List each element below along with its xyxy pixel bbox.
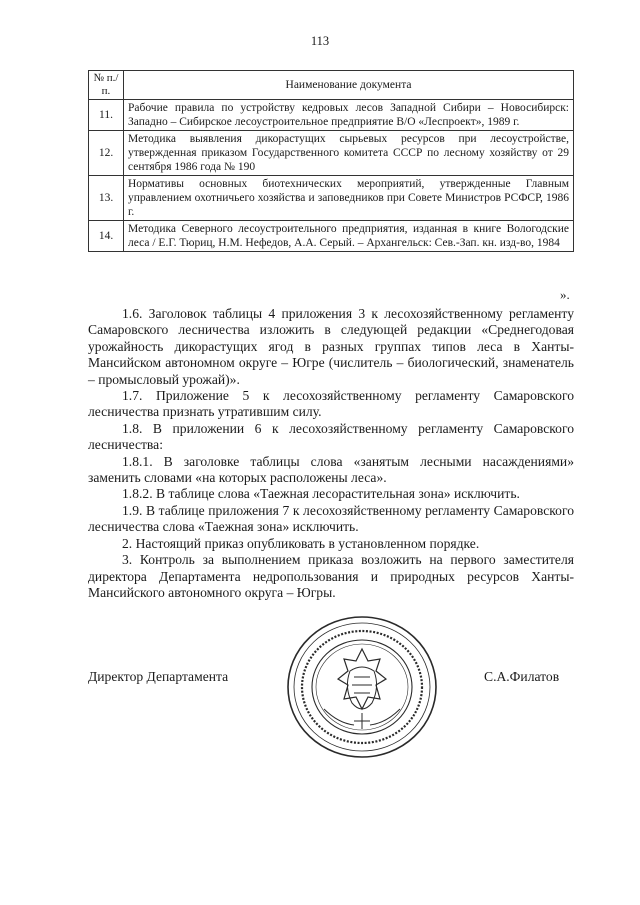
- table-row: [89, 131, 574, 176]
- page-number: 113: [310, 34, 330, 48]
- table-closing-quote: ».: [560, 287, 570, 302]
- row-number: 11.: [89, 100, 124, 131]
- column-header-number: № п./п.: [89, 71, 124, 100]
- table-header-row: [89, 71, 574, 100]
- row-document-name: Рабочие правила по устройству кедровых лесов Западной Сибири – Новосибирск: Западно – Сибирское лесоустроительное предприятие В/О «Леспроект», 1989 г.: [124, 100, 574, 131]
- documents-table: [88, 70, 574, 252]
- signatory-name: С.А.Филатов: [484, 669, 560, 684]
- paragraph-1-7: 1.7. Приложение 5 к лесохозяйственному регламенту Самаровского лесничества признать утратившим силу.: [88, 388, 574, 420]
- table-row: [89, 221, 574, 252]
- paragraph-1-8-1: 1.8.1. В заголовке таблицы слова «занятым лесными насаждениями» заменить словами «на которых расположены леса».: [88, 453, 574, 486]
- official-seal-icon: [284, 613, 440, 761]
- row-document-name: Методика выявления дикорастущих сырьевых ресурсов при лесоустройстве, утвержденная приказом Государственного комитета СССР по лесному хозяйству от 29 сентября 1986 года № 190: [124, 131, 574, 176]
- paragraph-3: 3. Контроль за выполнением приказа возложить на первого заместителя директора Департамента недропользования и природных ресурсов Ханты-Мансийского автономного округа – Югры.: [88, 552, 574, 600]
- paragraph-1-8-2: 1.8.2. В таблице слова «Таежная лесорастительная зона» исключить.: [122, 486, 520, 502]
- paragraph-1-8: 1.8. В приложении 6 к лесохозяйственному регламенту Самаровского лесничества:: [88, 420, 574, 453]
- row-number: 13.: [89, 176, 124, 221]
- table-row: [89, 176, 574, 221]
- paragraph-1-6: 1.6. Заголовок таблицы 4 приложения 3 к лесохозяйственному регламенту Самаровского лесничества изложить в следующей редакции «Среднегодовая урожайность дикорастущих ягод в разных группах типов леса в Ханты-Мансийском автономном округе – Югре (числитель – биологический, знаменатель – промысловый урожай)».: [88, 306, 574, 387]
- column-header-name: Наименование документа: [124, 71, 574, 100]
- signatory-position: Директор Департамента: [88, 669, 229, 684]
- table-row: [89, 100, 574, 131]
- row-document-name: Нормативы основных биотехнических мероприятий, утвержденные Главным управлением охотничьего хозяйства и заповедников при Совете Министров РСФСР, 1986 г.: [124, 176, 574, 221]
- row-document-name: Методика Северного лесоустроительного предприятия, изданная в книге Вологодские леса / Е.Г. Тюриц, Н.М. Нефедов, А.А. Серый. – Архангельск: Сев.-Зап. кн. изд-во, 1984: [124, 221, 574, 252]
- row-number: 14.: [89, 221, 124, 252]
- paragraph-1-9: 1.9. В таблице приложения 7 к лесохозяйственному регламенту Самаровского лесничества слова «Таежная зона» исключить.: [88, 502, 574, 535]
- row-number: 12.: [89, 131, 124, 176]
- paragraph-2: 2. Настоящий приказ опубликовать в установленном порядке.: [122, 535, 480, 551]
- order-text: [88, 306, 574, 601]
